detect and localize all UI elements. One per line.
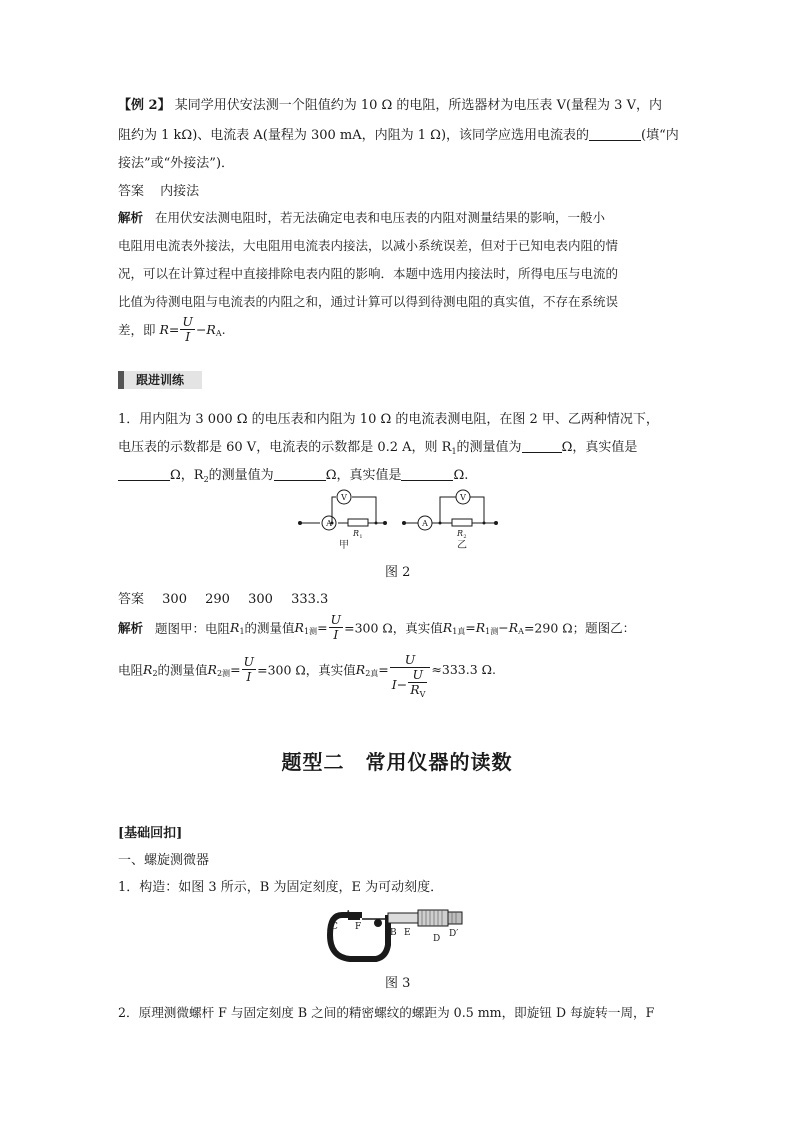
a2-num: U [390, 653, 431, 668]
r1-label: R [352, 529, 360, 538]
answer-value: 300 [162, 592, 187, 607]
formula-numerator: U [182, 314, 193, 329]
ammeter-label: A [422, 519, 428, 528]
a2-num: U [243, 654, 255, 669]
a2-sub: 2真 [365, 669, 379, 678]
resistor-r1 [348, 519, 368, 526]
a2-sub: 2 [152, 669, 158, 678]
answer-blank[interactable] [589, 126, 641, 141]
terminal [298, 521, 302, 525]
item-2-text: 2．原理测微螺杆 F 与固定刻度 B 之间的精密螺纹的螺距为 0.5 mm，即旋钮 D 每旋转一周，F [118, 1005, 655, 1020]
item-2-row [118, 1002, 654, 1021]
label-a: A [345, 910, 352, 920]
basics-sub1-row [118, 849, 209, 868]
a2-text: =290 Ω；题图乙： [523, 620, 636, 636]
example-text-2: 阻约为 1 kΩ)、电流表 A(量程为 300 mA，内阻为 1 Ω)，该同学应选用电流表的 [118, 128, 590, 143]
section-title: 题型二 常用仪器的读数 [281, 750, 513, 774]
figure-2-circuits [290, 486, 510, 552]
a2-text: ≈333.3 Ω. [431, 662, 496, 677]
a2-text: 电阻 [118, 662, 144, 678]
q1-sub-1: 1 [451, 447, 457, 456]
basics-item1: 1．构造：如图 3 所示，B 为固定刻度，E 为可动刻度． [118, 880, 444, 895]
resistor-r2 [452, 519, 472, 526]
q1-blank-4[interactable] [401, 466, 453, 481]
example-text-2-tail: (填“内 [641, 128, 679, 143]
sleeve-b [388, 913, 418, 923]
r2-sub: 2 [463, 534, 467, 540]
analysis-2-line1 [118, 613, 635, 642]
example-2-line2 [118, 124, 679, 143]
a2-text: =300 Ω，真实值 [257, 662, 356, 678]
a2-r: R [230, 620, 240, 635]
junction [483, 522, 486, 525]
a2-r: R [294, 620, 304, 635]
q1-text-1: 1．用内阻为 3 000 Ω 的电压表和内阻为 10 Ω 的电流表测电阻，在图 2 甲、乙两种情况下， [118, 412, 659, 427]
a2-complex-fraction [390, 653, 431, 702]
example-2-line3 [118, 152, 234, 171]
formula-end: . [221, 322, 226, 337]
banner-title: 跟进训练 [136, 373, 185, 387]
analysis-1-text-5: 差，即 [118, 322, 156, 338]
analysis-2-label: 解析 [118, 620, 144, 636]
a2-num: U [330, 612, 342, 627]
formula-fraction [180, 315, 195, 344]
junction [375, 522, 378, 525]
a2-eq: = [230, 662, 241, 677]
ratchet-d [448, 912, 462, 924]
q1-blank-1[interactable] [522, 438, 562, 453]
q1-line2 [118, 436, 637, 456]
a2-den-i: I− [391, 677, 408, 692]
q1-line3 [118, 464, 468, 484]
example-text-1: 某同学用伏安法测一个阻值约为 10 Ω 的电阻，所选器材为电压表 V(量程为 3 V，内 [174, 98, 662, 113]
analysis-1-text-2: 电阻用电流表外接法，大电阻用电流表内接法，以减小系统误差，但对于已知电表内阻的情 [118, 238, 619, 253]
junction [439, 522, 442, 525]
label-c: C [331, 922, 338, 932]
a2-inner-num: U [408, 668, 427, 683]
a2-sub: 2测 [216, 669, 231, 678]
answer-value: 290 [205, 592, 230, 607]
a2-complex-den [390, 668, 431, 702]
label-d-prime: D′ [449, 929, 459, 939]
terminal [494, 521, 498, 525]
label-d: D [433, 934, 441, 944]
a2-inner-sub: V [419, 690, 426, 699]
answer-value: 300 [248, 592, 273, 607]
label-yi: 乙 [457, 540, 467, 551]
a2-r: R [143, 662, 153, 677]
analysis-label: 解析 [118, 210, 144, 225]
a2-r: R [207, 662, 217, 677]
a2-eq: = [378, 662, 389, 677]
answer-1 [118, 180, 199, 199]
q1-text-3d: Ω. [453, 468, 469, 483]
label-jia: 甲 [339, 540, 349, 551]
q1-blank-3[interactable] [274, 466, 326, 481]
a2-eq: = [317, 620, 328, 635]
analysis-2-line2 [118, 652, 496, 702]
a2-text: 的测量值 [244, 620, 295, 636]
a2-r: R [355, 662, 366, 677]
answer-text: 内接法 [160, 184, 200, 199]
a2-sub: 1真 [452, 627, 466, 636]
analysis-1-line5 [118, 315, 226, 344]
a2-inner-den [408, 683, 427, 702]
q1-text-3a: Ω，R [170, 468, 204, 483]
a2-fraction [329, 613, 344, 642]
figure-2-caption: 图 2 [385, 565, 411, 580]
q1-blank-2[interactable] [118, 466, 170, 481]
answer-2-label: 答案 [118, 592, 145, 607]
example-tag: 【例 2】 [118, 98, 171, 113]
analysis-1-line2 [118, 236, 618, 254]
analysis-1-line4 [118, 292, 618, 310]
formula-minus-r: −R [195, 322, 216, 337]
r2-label: R [456, 529, 464, 538]
basics-sub1: 一、螺旋测微器 [118, 853, 210, 868]
terminal [402, 521, 406, 525]
analysis-1-line3 [118, 264, 618, 282]
a2-sub: 1测 [485, 627, 499, 636]
formula-eq: = [168, 322, 180, 337]
analysis-1-text-1: 在用伏安法测电阻时，若无法确定电表和电压表的内阻对测量结果的影响，一般小 [155, 210, 606, 225]
label-f: F [355, 922, 362, 932]
analysis-1-line1 [118, 208, 605, 226]
a2-text: =300 Ω，真实值 [344, 620, 443, 636]
a2-r: −R [498, 620, 519, 635]
q1-line1 [118, 408, 659, 427]
follow-training-banner [118, 371, 202, 389]
basics-tag: [基础回扣] [118, 826, 183, 841]
terminal [383, 521, 387, 525]
example-text-3: 接法”或“外接法”)． [118, 156, 235, 171]
formula-denominator: I [185, 329, 191, 344]
q1-text-3c: Ω，真实值是 [325, 468, 402, 483]
q1-text-2c: Ω，真实值是 [561, 440, 638, 455]
analysis-1-text-3: 况，可以在计算过程中直接排除电表内阻的影响．本题中选用内接法时，所得电压与电流的 [118, 266, 619, 281]
a2-den: I [333, 627, 339, 642]
figure-3-caption: 图 3 [385, 976, 411, 991]
a2-sub: 1测 [303, 627, 318, 636]
q1-sub-2: 2 [203, 475, 209, 484]
a2-text: 题图甲：电阻 [155, 620, 231, 636]
answer-2 [118, 588, 328, 607]
a2-inner-r: R [410, 682, 420, 697]
q1-text-3b: 的测量值为 [208, 468, 274, 483]
a2-r: R [442, 620, 453, 635]
a2-inner-fraction [408, 668, 427, 702]
example-2-line1 [118, 94, 662, 113]
a2-sub: A [518, 627, 524, 636]
voltmeter-label: V [460, 493, 466, 502]
banner-bar [118, 371, 124, 389]
basics-tag-row [118, 822, 182, 841]
thimble-e [418, 910, 448, 926]
a2-text: 的测量值 [157, 662, 208, 678]
analysis-1-text-4: 比值为待测电阻与电流表的内阻之和，通过计算可以得到待测电阻的真实值，不存在系统误 [118, 294, 619, 309]
basics-item1-row [118, 876, 443, 895]
formula-sub-a: A [215, 329, 222, 338]
label-b: B [390, 928, 397, 938]
formula-r: R [159, 322, 169, 337]
a2-fraction [242, 655, 257, 684]
q1-text-2a: 电压表的示数都是 60 V，电流表的示数都是 0.2 A，则 R [118, 440, 452, 455]
label-e: E [404, 928, 411, 938]
a2-r: =R [465, 620, 486, 635]
r1-sub: 1 [359, 534, 363, 540]
voltmeter-label: V [341, 493, 347, 502]
ammeter-label: A [326, 519, 332, 528]
answer-label: 答案 [118, 184, 145, 199]
answer-value: 333.3 [291, 592, 329, 607]
q1-text-2b: 的测量值为 [456, 440, 522, 455]
a2-sub: 1 [239, 627, 245, 636]
lock-knob [374, 919, 382, 927]
figure-3-micrometer [326, 905, 476, 965]
a2-den: I [246, 669, 252, 684]
